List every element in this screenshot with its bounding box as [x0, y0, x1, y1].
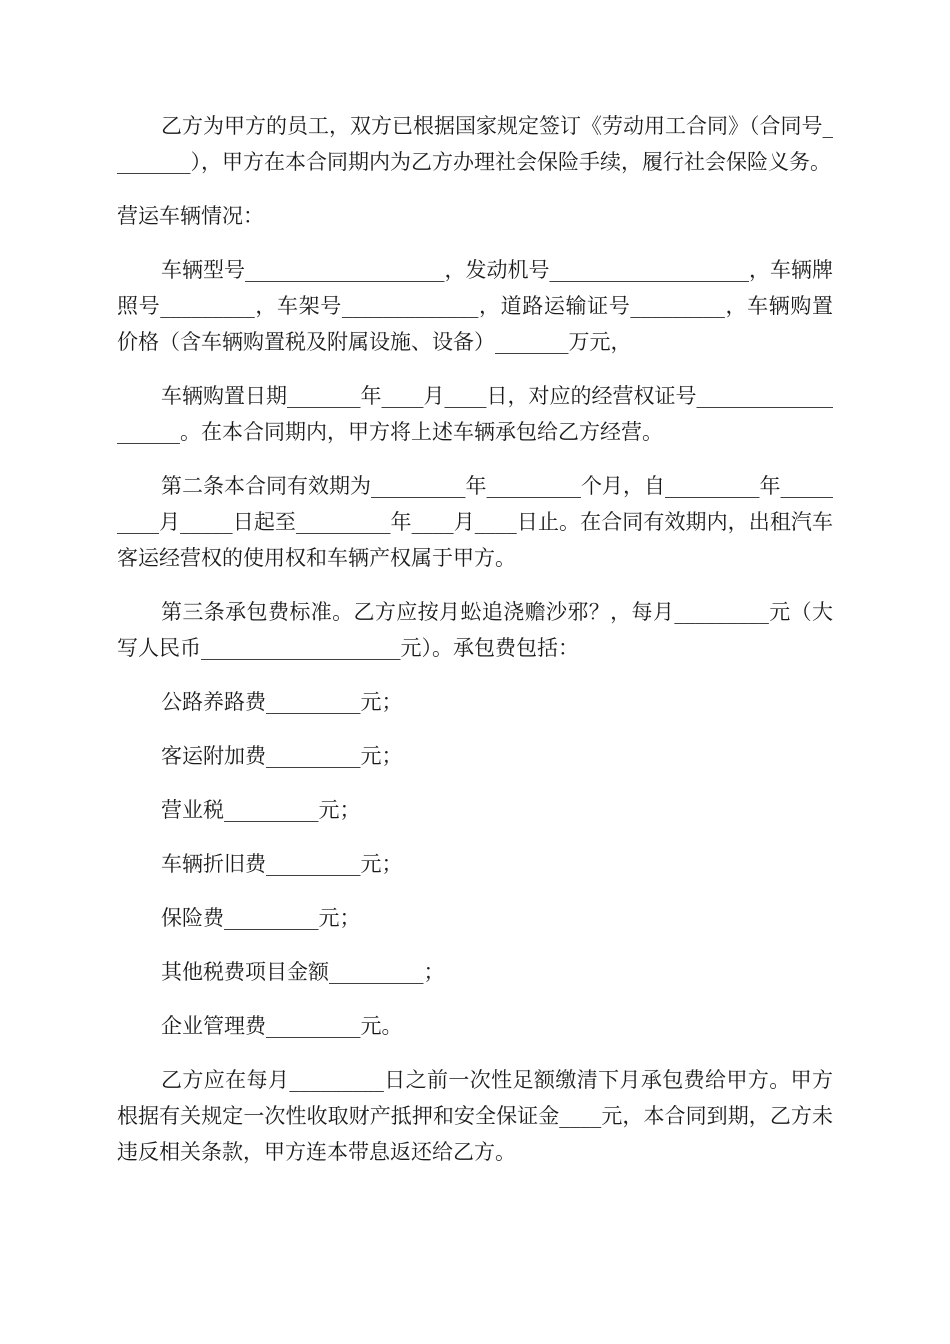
fee-item-depreciation: 车辆折旧费_________元； [161, 852, 403, 876]
contract-page [117, 108, 833, 1188]
paragraph-article-3: 第三条承包费标准。乙方应按月蚣追浇赡沙邪？，每月_________元（大写人民币___________________元）。承包费包括： [117, 600, 833, 660]
fee-item-insurance: 保险费_________元； [161, 906, 361, 930]
fee-item-business-tax: 营业税_________元； [161, 798, 361, 822]
paragraph-payment-deposit: 乙方应在每月_________日之前一次性足额缴清下月承包费给甲方。甲方根据有关规定一次性收取财产抵押和安全保证金____元，本合同到期，乙方未违反相关条款，甲方连本带息返还给乙方。 [117, 1068, 833, 1164]
paragraph-purchase-date: 车辆购置日期_______年____月____日，对应的经营权证号___________________。在本合同期内，甲方将上述车辆承包给乙方经营。 [117, 384, 833, 444]
fee-item-management: 企业管理费_________元。 [161, 1014, 403, 1038]
fee-item-passenger-surcharge: 客运附加费_________元； [161, 744, 403, 768]
paragraph-vehicle-details: 车辆型号___________________，发动机号___________________，车辆牌照号_________，车架号_____________，道路运输证号_________，车辆购置价格（含车辆购置税及附属设施、设备）_______万元， [117, 258, 833, 354]
fee-item-road-maintenance: 公路养路费_________元； [161, 690, 403, 714]
paragraph-social-insurance: 乙方为甲方的员工，双方已根据国家规定签订《劳动用工合同》（合同号________），甲方在本合同期内为乙方办理社会保险手续，履行社会保险义务。 [117, 114, 833, 174]
paragraph-article-2: 第二条本合同有效期为_________年_________个月，自_________年_________月_____日起至_________年____月____日止。在合同有效期内，出租汽车客运经营权的使用权和车辆产权属于甲方。 [117, 474, 833, 570]
paragraph-vehicle-heading: 营运车辆情况： [117, 204, 264, 228]
fee-item-other-taxes: 其他税费项目金额_________； [161, 960, 445, 984]
